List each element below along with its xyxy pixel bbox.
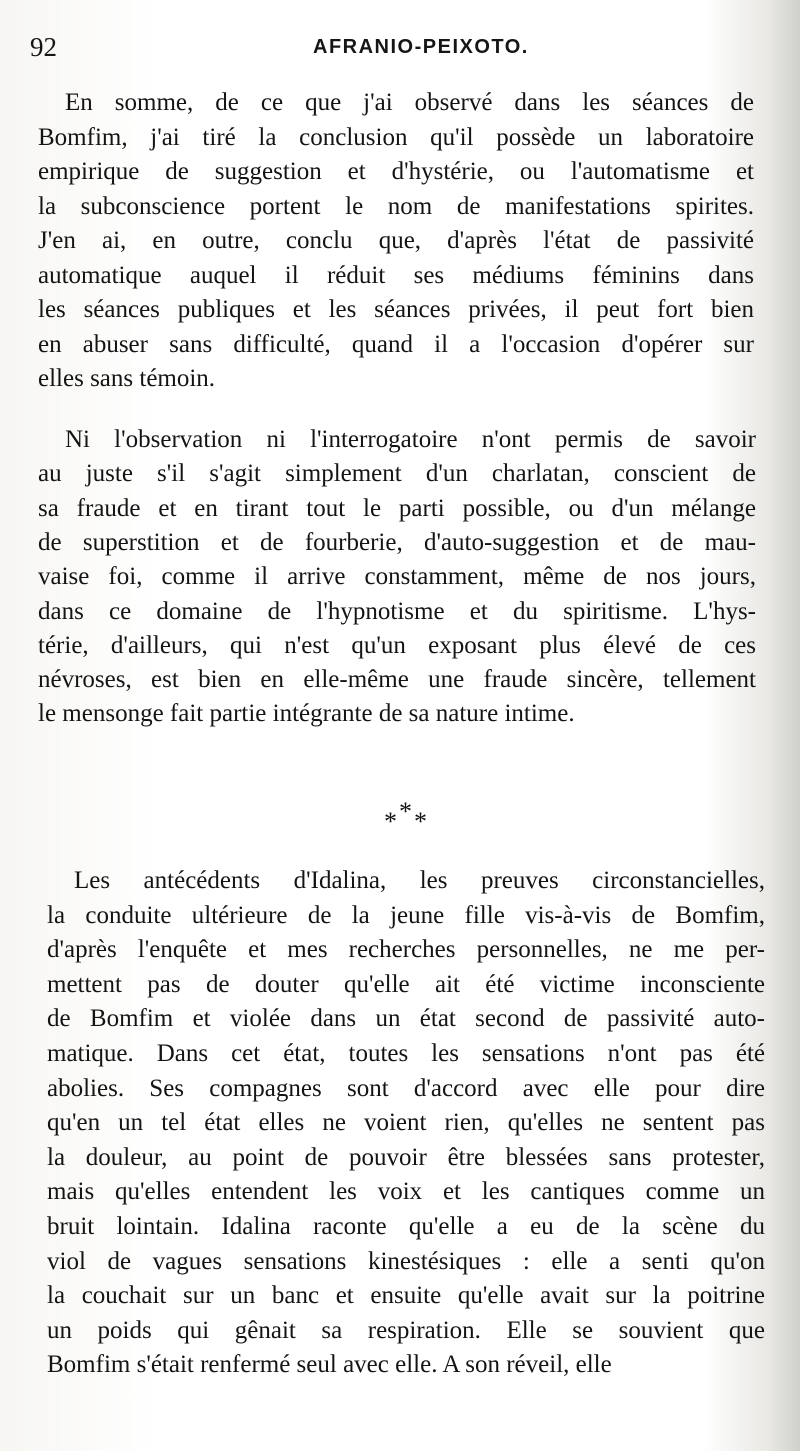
text-line: la douleur, au point de pouvoir être blessées sans protester, [47,1144,765,1171]
text-line: un poids qui gênait sa respiration. Elle se souvient que [47,1317,765,1344]
text-line: dans ce domaine de l'hypnotisme et du spiritisme. L'hys- [38,598,756,625]
text-line: névroses, est bien en elle-même une fraude sincère, tellement [38,666,756,693]
text-line: le mensonge fait partie intégrante de sa nature intime. [38,700,575,727]
text-line: térie, d'ailleurs, qui n'est qu'un exposant plus élevé de ces [38,632,756,659]
separator-star-top: * [399,797,412,826]
text-line: viol de vagues sensations kinestésiques : elle a senti qu'on [47,1248,765,1275]
text-line: d'après l'enquête et mes recherches personnelles, ne me per- [47,936,765,963]
text-line: En somme, de ce que j'ai observé dans les séances de [65,89,754,116]
running-head: AFRANIO-PEIXOTO. [313,36,529,58]
text-line: mettent pas de douter qu'elle ait été victime inconsciente [47,971,765,998]
text-line: de superstition et de fourberie, d'auto-suggestion et de mau- [38,529,756,556]
text-line: bruit lointain. Idalina raconte qu'elle a eu de la scène du [47,1213,765,1240]
text-line: mais qu'elles entendent les voix et les cantiques comme un [47,1178,765,1205]
text-line: vaise foi, comme il arrive constamment, même de nos jours, [38,563,756,590]
text-line: la couchait sur un banc et ensuite qu'elle avait sur la poitrine [47,1282,765,1309]
text-line: J'en ai, en outre, conclu que, d'après l'état de passivité [38,227,754,254]
text-line: Ni l'observation ni l'interrogatoire n'ont permis de savoir [65,426,756,453]
text-line: la conduite ultérieure de la jeune fille vis-à-vis de Bomfim, [47,902,765,929]
text-line: qu'en un tel état elles ne voient rien, qu'elles ne sentent pas [47,1109,765,1136]
text-line: en abuser sans difficulté, quand il a l'occasion d'opérer sur [38,331,754,358]
text-line: au juste s'il s'agit simplement d'un charlatan, conscient de [38,460,756,487]
separator-star-left: * [384,807,397,836]
text-line: les séances publiques et les séances privées, il peut fort bien [38,296,754,323]
section-separator [370,797,440,836]
text-line: de Bomfim et violée dans un état second de passivité auto- [47,1005,765,1032]
text-line: abolies. Ses compagnes sont d'accord avec elle pour dire [47,1075,765,1102]
text-line: Les antécédents d'Idalina, les preuves circonstancielles, [74,867,765,894]
text-line: elles sans témoin. [38,365,216,392]
text-line: matique. Dans cet état, toutes les sensations n'ont pas été [47,1040,765,1067]
text-line: la subconscience portent le nom de manifestations spirites. [38,193,754,220]
text-line: Bomfim s'était renfermé seul avec elle. A son réveil, elle [47,1351,612,1378]
text-line: sa fraude et en tirant tout le parti possible, ou d'un mélange [38,495,756,522]
page-number: 92 [30,32,57,62]
text-line: empirique de suggestion et d'hystérie, ou l'automatisme et [38,158,754,185]
separator-star-right: * [414,807,427,836]
text-line: automatique auquel il réduit ses médiums féminins dans [38,262,754,289]
text-line: Bomfim, j'ai tiré la conclusion qu'il possède un laboratoire [38,124,754,151]
page-header [30,32,760,68]
